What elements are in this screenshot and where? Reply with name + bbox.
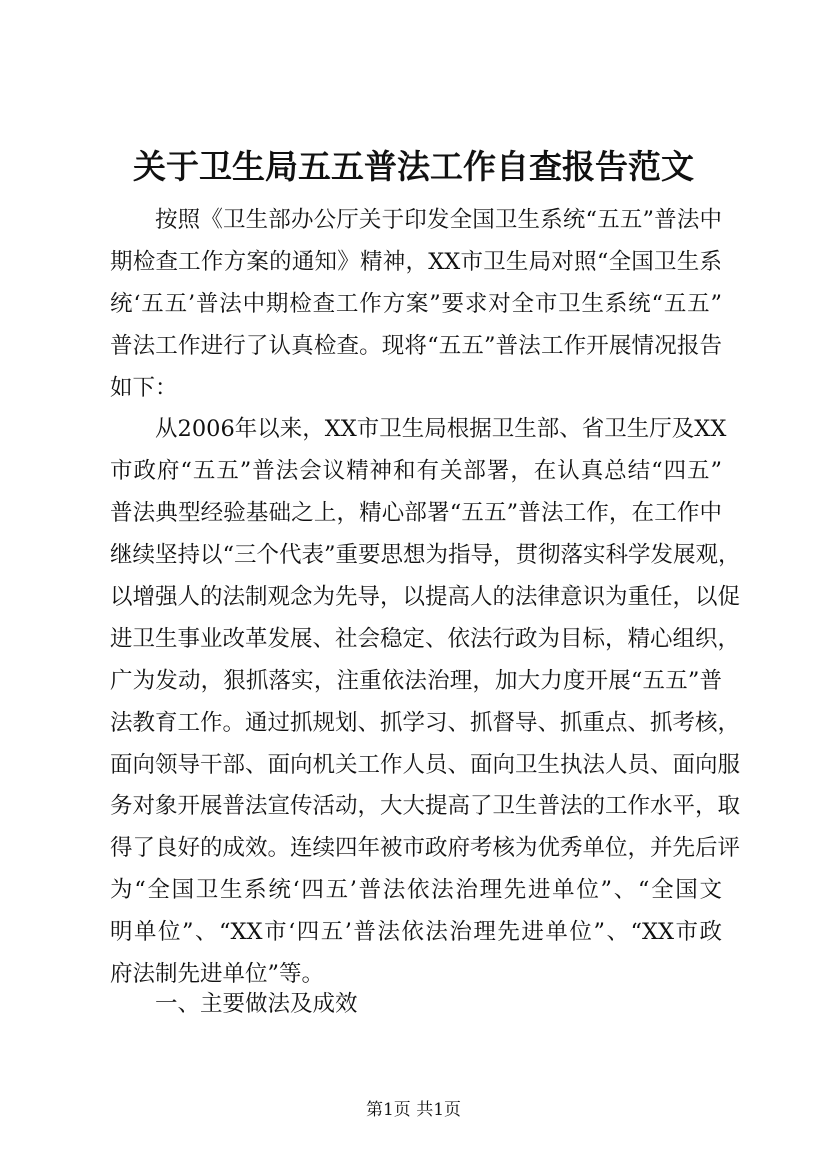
paragraph-2-line-1: 从2006年以来，XX市卫生局根据卫生部、省卫生厅及XX bbox=[155, 416, 727, 443]
document-title: 关于卫生局五五普法工作自查报告范文 bbox=[133, 147, 694, 186]
paragraph-2-line-11: 得了良好的成效。连续四年被市政府考核为优秀单位，并先后评 bbox=[110, 835, 741, 862]
paragraph-2-line-2: 市政府“五五”普法会议精神和有关部署，在认真总结“四五” bbox=[110, 458, 722, 485]
paragraph-2-line-4: 继续坚持以“三个代表”重要思想为指导，贯彻落实科学发展观， bbox=[110, 542, 741, 569]
paragraph-1-line-3: 统‘五五’普法中期检查工作方案”要求对全市卫生系统“五五” bbox=[110, 290, 722, 317]
paragraph-2-line-3: 普法典型经验基础之上，精心部署“五五”普法工作，在工作中 bbox=[110, 500, 722, 527]
paragraph-2-line-10: 务对象开展普法宣传活动，大大提高了卫生普法的工作水平，取 bbox=[110, 793, 741, 820]
section-heading: 一、主要做法及成效 bbox=[155, 991, 358, 1017]
document-body bbox=[110, 200, 741, 996]
paragraph-1-line-2: 期检查工作方案的通知》精神，XX市卫生局对照“全国卫生系 bbox=[110, 248, 722, 275]
paragraph-2-line-14: 府法制先进单位”等。 bbox=[110, 961, 325, 988]
paragraph-1-line-5: 如下： bbox=[110, 374, 178, 401]
paragraph-1-line-1: 按照《卫生部办公厅关于印发全国卫生系统“五五”普法中 bbox=[155, 207, 722, 233]
paragraph-1-line-4: 普法工作进行了认真检查。现将“五五”普法工作开展情况报告 bbox=[110, 332, 722, 359]
paragraph-2-line-13: 明单位”、“XX市‘四五’普法依法治理先进单位”、“XX市政 bbox=[110, 919, 722, 946]
paragraph-2-line-7: 广为发动，狠抓落实，注重依法治理，加大力度开展“五五”普 bbox=[110, 667, 722, 694]
paragraph-2-line-5: 以增强人的法制观念为先导，以提高人的法律意识为重任，以促 bbox=[110, 584, 741, 611]
paragraph-2-line-9: 面向领导干部、面向机关工作人员、面向卫生执法人员、面向服 bbox=[110, 751, 741, 778]
paragraph-2-line-12: 为“全国卫生系统‘四五’普法依法治理先进单位”、“全国文 bbox=[110, 877, 722, 904]
paragraph-2-line-6: 进卫生事业改革发展、社会稳定、依法行政为目标，精心组织， bbox=[110, 625, 741, 652]
paragraph-2-line-8: 法教育工作。通过抓规划、抓学习、抓督导、抓重点、抓考核， bbox=[110, 709, 741, 736]
page-number-footer: 第1页 共1页 bbox=[365, 1100, 462, 1120]
